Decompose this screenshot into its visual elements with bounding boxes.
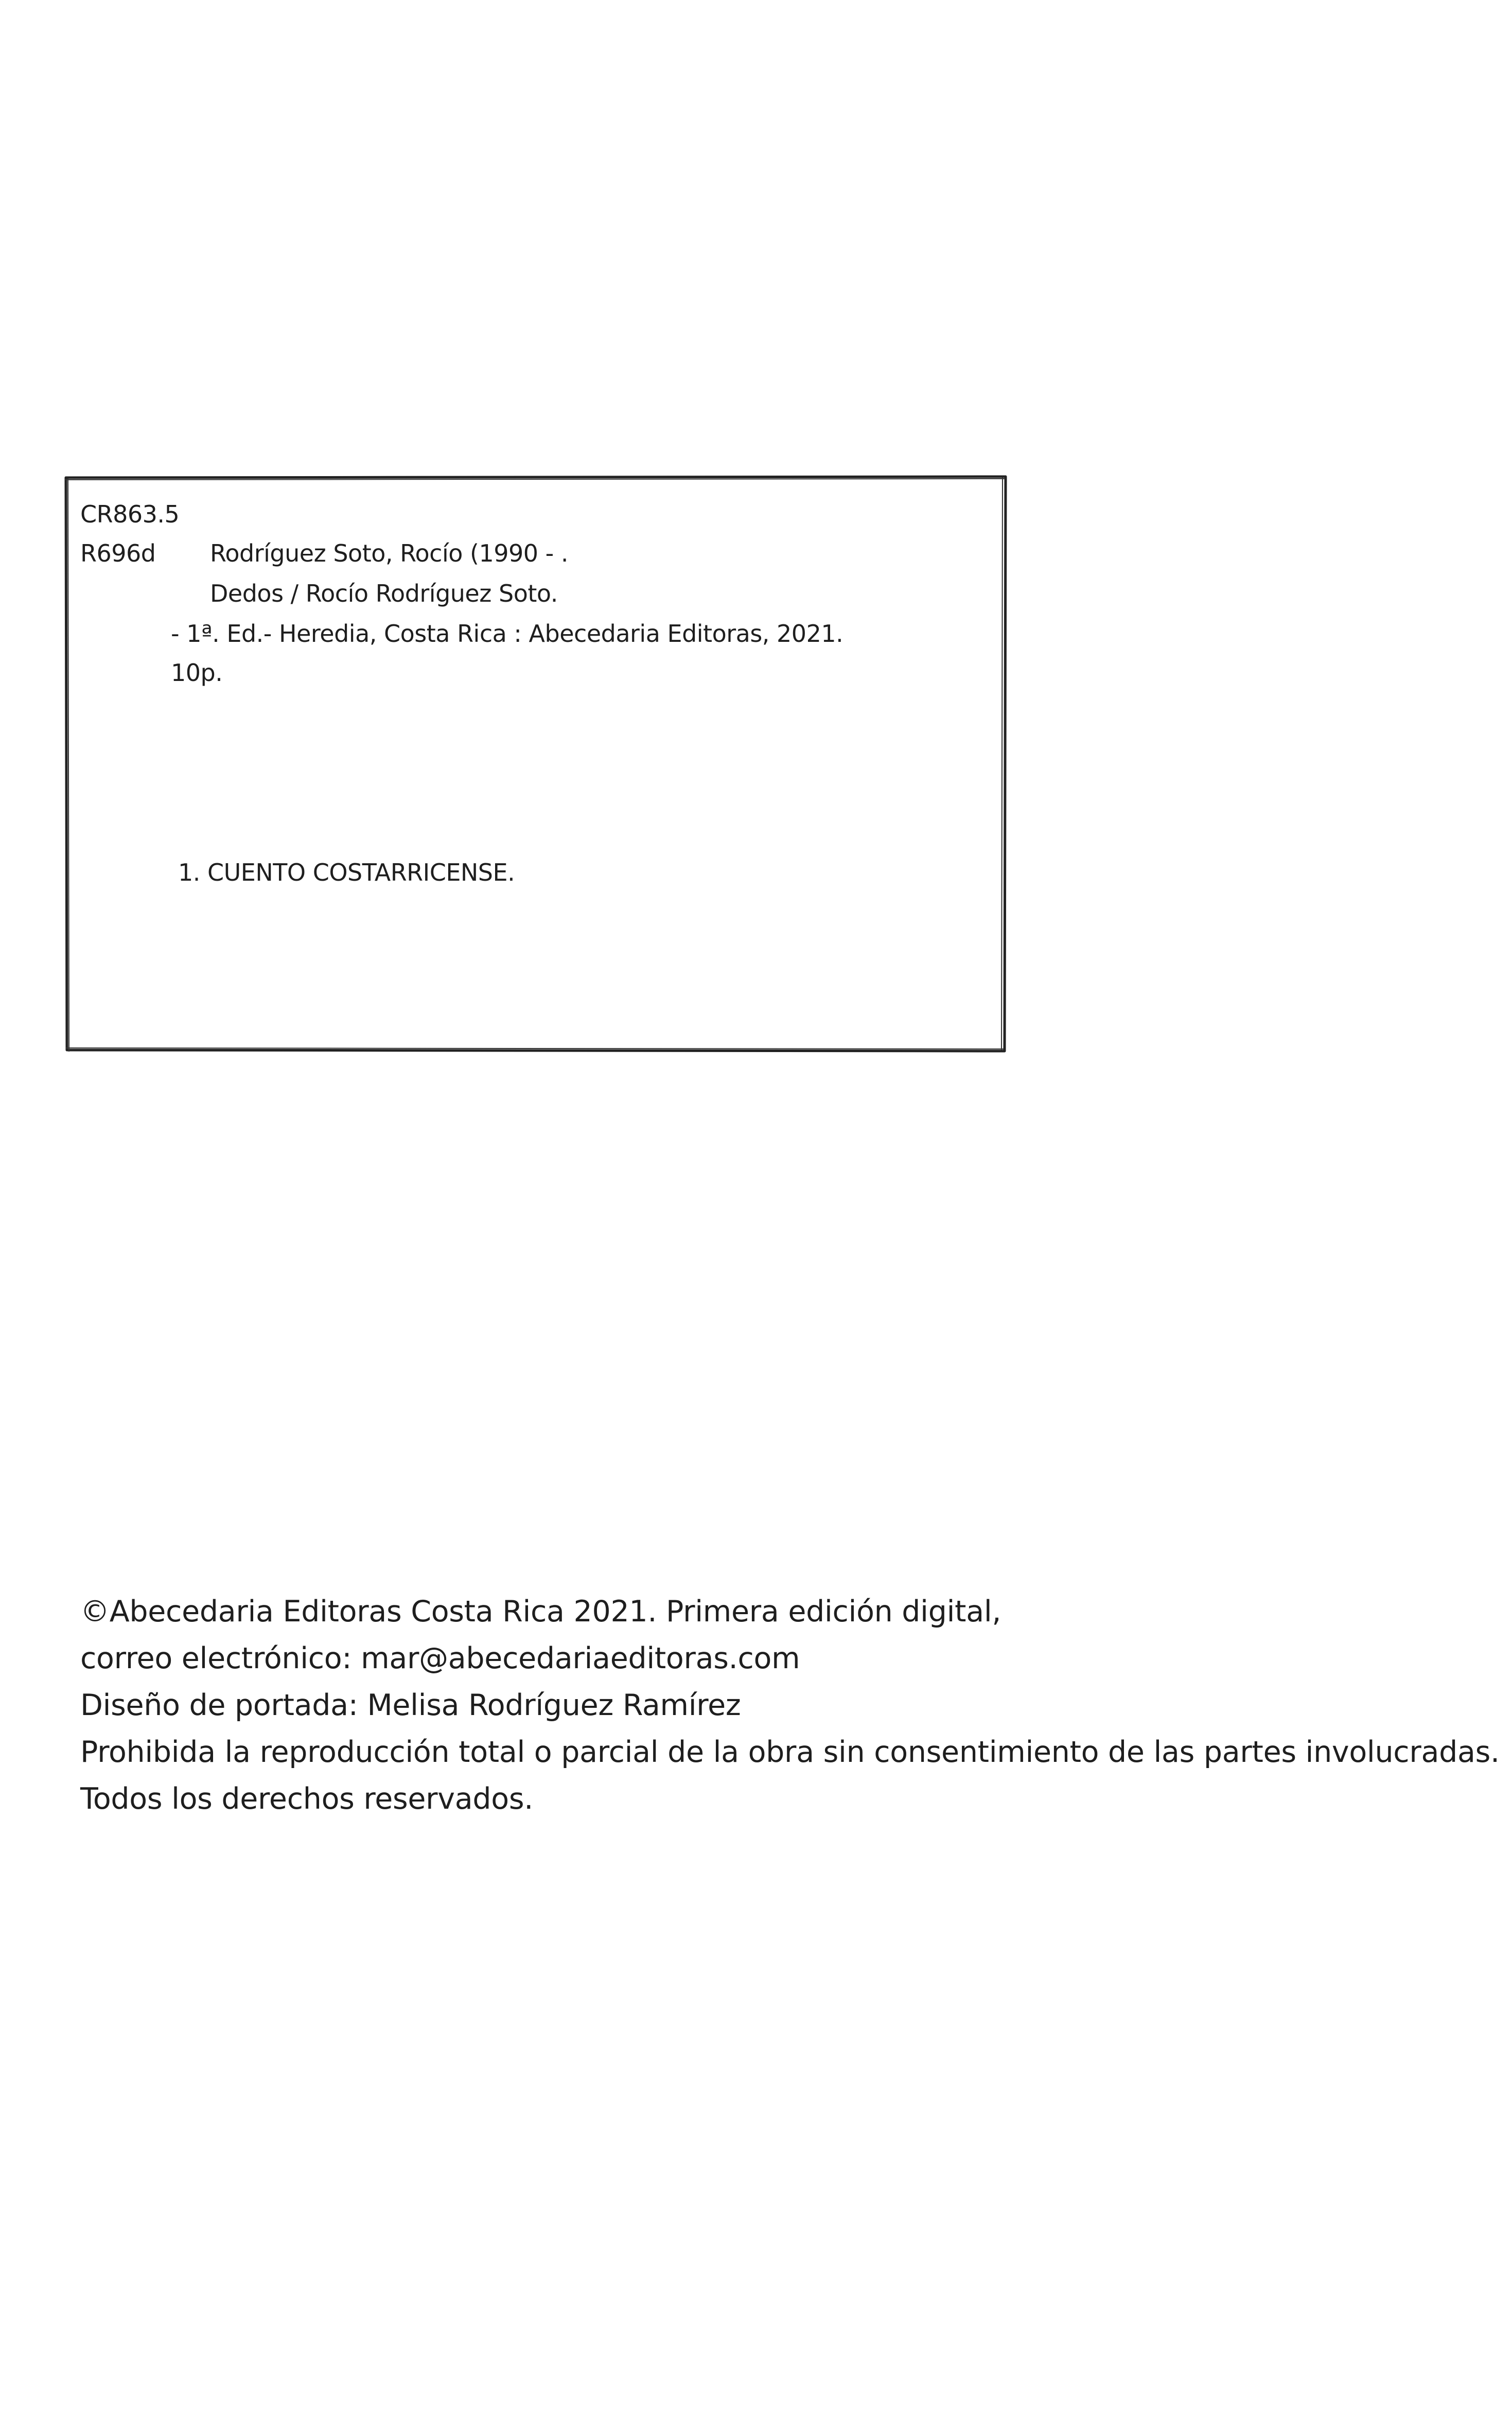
subject-heading: 1. CUENTO COSTARRICENSE. bbox=[178, 859, 515, 886]
author-entry: Rodríguez Soto, Rocío (1990 - . bbox=[210, 539, 568, 567]
cover-design-line: Diseño de portada: Melisa Rodríguez Ramírez bbox=[80, 1688, 741, 1722]
cutter-number: R696d bbox=[80, 539, 156, 567]
catalog-card bbox=[64, 476, 1007, 1053]
edition-publication: - 1ª. Ed.- Heredia, Costa Rica : Abecedaria Editoras, 2021. bbox=[171, 620, 843, 648]
title-statement: Dedos / Rocío Rodríguez Soto. bbox=[210, 580, 558, 607]
extent: 10p. bbox=[171, 659, 223, 687]
email-line: correo electrónico: mar@abecedariaeditoras.com bbox=[80, 1641, 800, 1675]
rights-line: Todos los derechos reservados. bbox=[80, 1782, 534, 1816]
copyright-line: ©Abecedaria Editoras Costa Rica 2021. Primera edición digital, bbox=[80, 1595, 1001, 1629]
classification-number: CR863.5 bbox=[80, 500, 180, 528]
prohibition-line: Prohibida la reproducción total o parcial de la obra sin consentimiento de las partes involucradas. bbox=[80, 1735, 1500, 1769]
colophon bbox=[80, 1588, 1500, 1823]
